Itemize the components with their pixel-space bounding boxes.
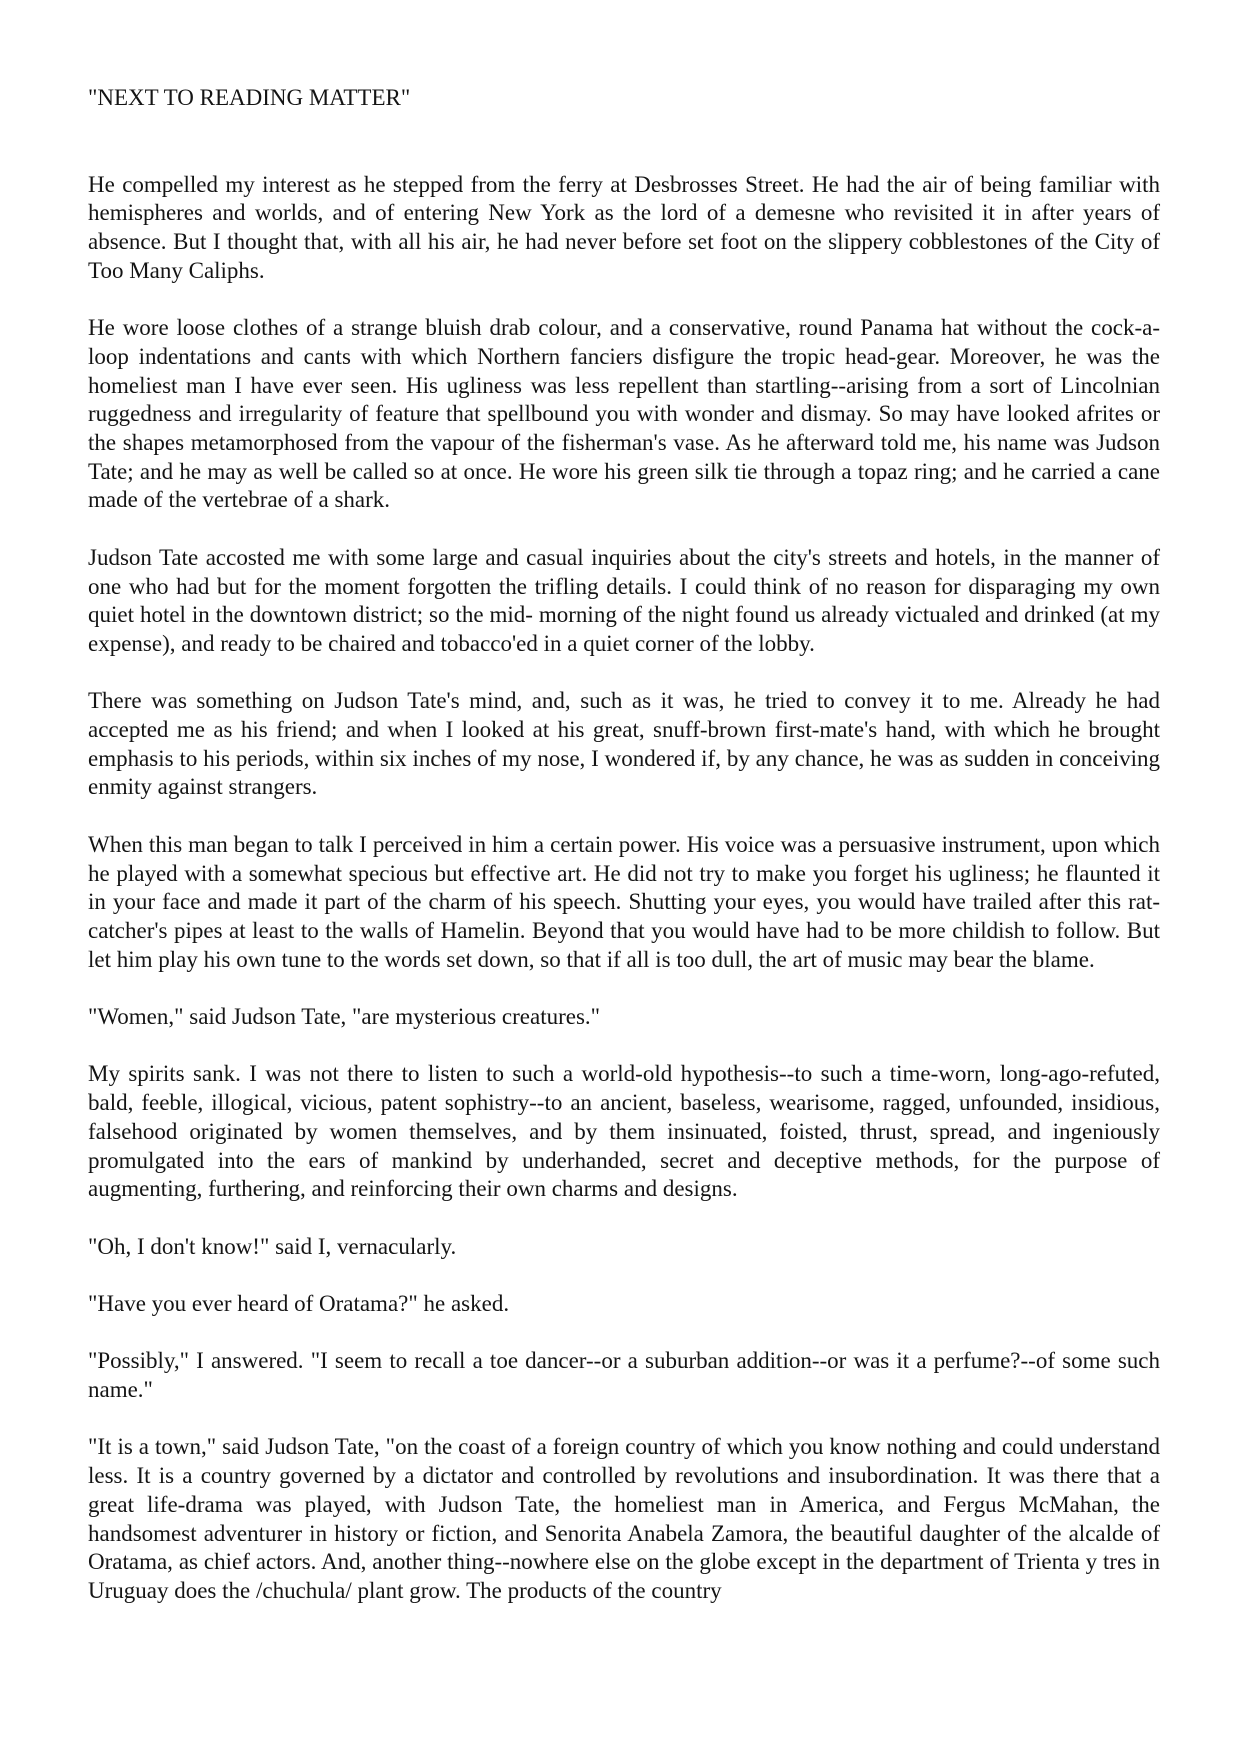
story-body [88, 171, 1160, 1606]
paragraph: "Have you ever heard of Oratama?" he asked. [88, 1291, 510, 1316]
paragraph: There was something on Judson Tate's mind, and, such as it was, he tried to convey it to me. Already he had accepted me as his friend; and when I looked at his great, snuff-brown first-mate's hand, with which he brought emphasis to his periods, within six inches of my nose, I wondered if, by any chance, he was as sudden in conceiving enmity against strangers. [88, 688, 1160, 800]
paragraph: When this man began to talk I perceived in him a certain power. His voice was a persuasive instrument, upon which he played with a somewhat specious but effective art. He did not try to make you forget his ugliness; he flaunted it in your face and made it part of the charm of his speech. Shutting your eyes, you would have trailed after this rat-catcher's pipes at least to the walls of Hamelin. Beyond that you would have had to be more childish to follow. But let him play his own tune to the words set down, so that if all is too dull, the art of music may bear the blame. [88, 831, 1160, 972]
document-page [88, 84, 1160, 1634]
paragraph: "It is a town," said Judson Tate, "on the coast of a foreign country of which you know nothing and could understand less. It is a country governed by a dictator and controlled by revolutions and insubordination. It was there that a great life-drama was played, with Judson Tate, the homeliest man in America, and Fergus McMahan, the handsomest adventurer in history or fiction, and Senorita Anabela Zamora, the beautiful daughter of the alcalde of Oratama, as chief actors. And, another thing--nowhere else on the globe except in the department of Trienta y tres in Uruguay does the /chuchula/ plant grow. The products of the country [88, 1434, 1160, 1603]
paragraph: Judson Tate accosted me with some large and casual inquiries about the city's streets and hotels, in the manner of one who had but for the moment forgotten the trifling details. I could think of no reason for disparaging my own quiet hotel in the downtown district; so the mid- morning of the night found us already victualed and drinked (at my expense), and ready to be chaired and tobacco'ed in a quiet corner of the lobby. [88, 544, 1160, 656]
paragraph: "Women," said Judson Tate, "are mysterious creatures." [88, 1004, 601, 1030]
paragraph: He compelled my interest as he stepped from the ferry at Desbrosses Street. He had the air of being familiar with hemispheres and worlds, and of entering New York as the lord of a demesne who revisited it in after years of absence. But I thought that, with all his air, he had never before set foot on the slippery cobblestones of the City of Too Many Caliphs. [88, 171, 1160, 283]
paragraph: "Oh, I don't know!" said I, vernacularly. [88, 1233, 457, 1259]
paragraph: "Possibly," I answered. "I seem to recall a toe dancer--or a suburban addition--or was it a perfume?--of some such name." [88, 1348, 1160, 1403]
paragraph: My spirits sank. I was not there to listen to such a world-old hypothesis--to such a time-worn, long-ago-refuted, bald, feeble, illogical, vicious, patent sophistry--to an ancient, baseless, wearisome, ragged, unfounded, insidious, falsehood originated by women themselves, and by them insinuated, foisted, thrust, spread, and ingeniously promulgated into the ears of mankind by underhanded, secret and deceptive methods, for the purpose of augmenting, furthering, and reinforcing their own charms and designs. [88, 1061, 1160, 1202]
story-title: "NEXT TO READING MATTER" [88, 85, 411, 110]
paragraph: He wore loose clothes of a strange bluish drab colour, and a conservative, round Panama hat without the cock-a-loop indentations and cants with which Northern fanciers disfigure the tropic head-gear. Moreover, he was the homeliest man I have ever seen. His ugliness was less repellent than startling--arising from a sort of Lincolnian ruggedness and irregularity of feature that spellbound you with wonder and dismay. So may have looked afrites or the shapes metamorphosed from the vapour of the fisherman's vase. As he afterward told me, his name was Judson Tate; and he may as well be called so at once. He wore his green silk tie through a topaz ring; and he carried a cane made of the vertebrae of a shark. [88, 315, 1160, 513]
